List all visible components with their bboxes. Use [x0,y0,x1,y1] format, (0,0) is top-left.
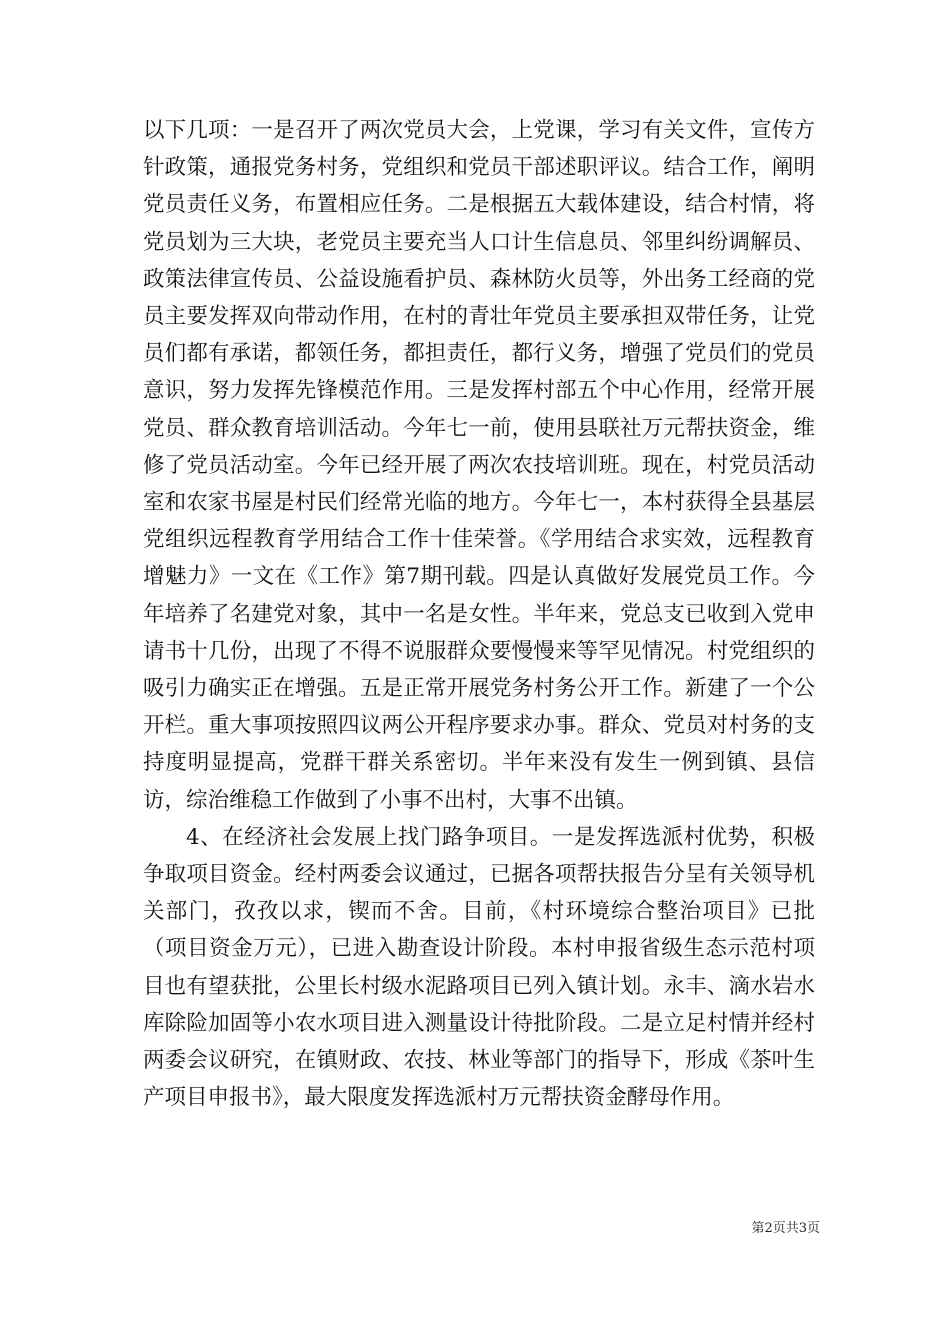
paragraph-party-building: 以下几项：一是召开了两次党员大会，上党课，学习有关文件，宣传方针政策，通报党务村务，党组织和党员干部述职评议。结合工作，阐明党员责任义务，布置相应任务。二是根据五大载体建设，结合村情，将党员划为三大块，老党员主要充当人口计生信息员、邻里纠纷调解员、政策法律宣传员、公益设施看护员、森林防火员等，外出务工经商的党员主要发挥双向带动作用，在村的青壮年党员主要承担双带任务，让党员们都有承诺，都领任务，都担责任，都行义务，增强了党员们的党员意识，努力发挥先锋模范作用。三是发挥村部五个中心作用，经常开展党员、群众教育培训活动。今年七一前，使用县联社万元帮扶资金，维修了党员活动室。今年已经开展了两次农技培训班。现在，村党员活动室和农家书屋是村民们经常光临的地方。今年七一，本村获得全县基层党组织远程教育学用结合工作十佳荣誉。《学用结合求实效，远程教育增魅力》一文在《工作》第7期刊载。四是认真做好发展党员工作。今年培养了名建党对象，其中一名是女性。半年来，党总支已收到入党申请书十几份，出现了不得不说服群众要慢慢来等罕见情况。村党组织的吸引力确实正在增强。五是正常开展党务村务公开工作。新建了一个公开栏。重大事项按照四议两公开程序要求办事。群众、党员对村务的支持度明显提高，党群干群关系密切。半年来没有发生一例到镇、县信访，综治维稳工作做到了小事不出村，大事不出镇。 [143,118,815,813]
paragraph-economic-development: 4、在经济社会发展上找门路争项目。一是发挥选派村优势，积极争取项目资金。经村两委会议通过，已据各项帮扶报告分呈有关领导机关部门，孜孜以求，锲而不舍。目前，《村环境综合整治项目》已批（项目资金万元），已进入勘查设计阶段。本村申报省级生态示范村项目也有望获批，公里长村级水泥路项目已列入镇计划。永丰、滴水岩水库除险加固等小农水项目进入测量设计待批阶段。二是立足村情并经村两委会议研究，在镇财政、农技、林业等部门的指导下，形成《茶叶生产项目申报书》，最大限度发挥选派村万元帮扶资金酵母作用。 [143,824,815,1111]
document-body [143,112,815,1116]
page-number: 第2页共3页 [751,1221,820,1236]
